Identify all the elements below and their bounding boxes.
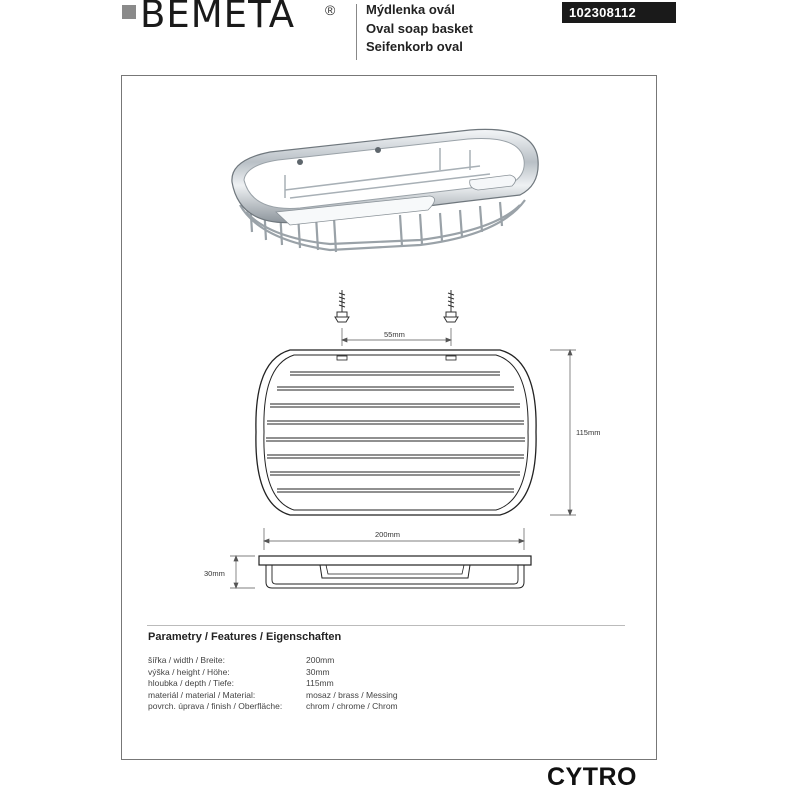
spec-row xyxy=(148,701,398,713)
dim-width-label: 200mm xyxy=(375,530,401,539)
series-name: CYTRO xyxy=(547,763,637,791)
spec-label: šířka / width / Breite: xyxy=(148,655,225,665)
features-divider xyxy=(147,625,625,626)
spec-label: výška / height / Höhe: xyxy=(148,666,230,677)
spec-value: chrom / chrome / Chrom xyxy=(306,701,398,711)
side-view xyxy=(259,556,531,588)
screw-right xyxy=(444,290,458,322)
product-photo xyxy=(232,129,538,252)
depth-dimension xyxy=(550,350,576,515)
spec-row xyxy=(148,678,398,690)
dim-depth-label: 115mm xyxy=(576,428,601,437)
spec-row xyxy=(148,690,398,702)
registered-mark: ® xyxy=(325,2,336,18)
spec-value: mosaz / brass / Messing xyxy=(306,689,398,700)
brand-logo: BEMETA xyxy=(140,0,296,36)
title-german: Seifenkorb oval xyxy=(366,39,463,54)
spec-row xyxy=(148,667,398,679)
screw-left xyxy=(335,290,349,322)
spec-label: hloubka / depth / Tiefe: xyxy=(148,678,235,688)
spec-value: 200mm xyxy=(306,655,335,665)
features-title: Parametry / Features / Eigenschaften xyxy=(148,631,342,643)
title-english: Oval soap basket xyxy=(366,20,473,36)
top-view xyxy=(256,350,536,515)
dim-height-label: 30mm xyxy=(204,569,225,578)
spec-label: materiál / material / Material: xyxy=(148,689,256,700)
height-dimension xyxy=(230,556,255,588)
spec-table xyxy=(148,655,398,713)
dim-screw-spacing-label: 55mm xyxy=(384,330,405,339)
spec-value: 115mm xyxy=(306,678,334,688)
spec-label: povrch. úprava / finish / Oberfläche: xyxy=(148,701,283,711)
spec-row xyxy=(148,655,398,667)
product-code-badge: 102308112 xyxy=(562,2,676,23)
title-czech: Mýdlenka ovál xyxy=(366,2,455,17)
spec-value: 30mm xyxy=(306,666,330,677)
